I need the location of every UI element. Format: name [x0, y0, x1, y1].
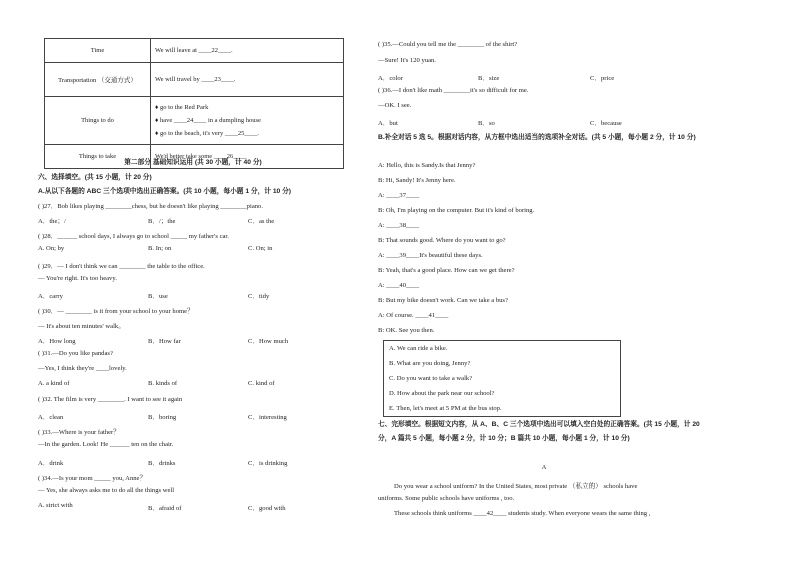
- question-reply: — You're right. It's too heavy.: [38, 275, 117, 282]
- dialogue-line: A: Of course. ____41____: [378, 312, 449, 319]
- option: C．How much: [248, 338, 289, 345]
- dialogue-line: B: Hi, Sandy! It's Jenny here.: [378, 177, 456, 184]
- option: B．use: [148, 293, 168, 300]
- question-reply: —OK. I see.: [378, 102, 412, 109]
- question: ( )29．— I don't think we can ________ the table to the office.: [38, 263, 205, 270]
- option: B．/；the: [148, 218, 176, 225]
- option: A. On; by: [38, 245, 65, 252]
- passage-line: Do you wear a school uniform? In the United States, most private （私立的） schools have: [394, 483, 638, 490]
- dialogue-line: B: OK. See you then.: [378, 327, 435, 334]
- option: C. kind of: [248, 380, 275, 387]
- option: A．the；/: [38, 218, 66, 225]
- table-row-key: Time: [45, 39, 151, 63]
- option: B．size: [478, 75, 500, 82]
- question: ( )31.—Do you like pandas?: [38, 350, 113, 357]
- box-option: B. What are you doing, Jenny?: [389, 360, 471, 367]
- option: B. In; on: [148, 245, 172, 252]
- option: C．as the: [248, 218, 275, 225]
- question-reply: —In the garden. Look! He ______ ten on the chair.: [38, 441, 174, 448]
- dialogue-line: A: ____38____: [378, 222, 420, 229]
- box-option: E. Then, let's meet at 5 PM at the bus stop.: [389, 405, 502, 412]
- option: C．good with: [248, 505, 286, 512]
- option: C．price: [590, 75, 615, 82]
- question: ( )27．Bob likes playing ________chess, but he doesn't like playing ________piano.: [38, 203, 263, 210]
- question: ( )30．— ________ is it from your school to your home？: [38, 308, 194, 315]
- section-subtitle: A.从以下各题的 ABC 三个选项中选出正确答案。(共 10 小题，每小题 1 分，计 10 分): [38, 188, 292, 195]
- question: ( )36.—I don't like math ________it's so difficult for me.: [378, 87, 529, 94]
- left-column: [38, 0, 348, 562]
- right-column: [378, 0, 710, 562]
- dialogue-line: A: ____39____It's beautiful these days.: [378, 252, 483, 259]
- dialogue-line: A: ____37____: [378, 192, 420, 199]
- option: C．tidy: [248, 293, 270, 300]
- question: ( )32. The film is very ________. I want to see it again: [38, 396, 183, 403]
- passage-line: uniforms. Some public schools have uniforms , too.: [378, 495, 515, 502]
- plan-table: [44, 38, 344, 169]
- option: B．boring: [148, 414, 177, 421]
- box-option: A. We can ride a bike.: [389, 345, 448, 352]
- table-row-value: We'd better take some ____26____: [151, 145, 344, 169]
- question-reply: — It's about ten minutes' walk。: [38, 323, 125, 330]
- option: B．so: [478, 120, 495, 127]
- box-option: C. Do you want to take a walk?: [389, 375, 473, 382]
- table-row-value: We will leave at ____22____.: [151, 39, 344, 63]
- question: ( )35.—Could you tell me the ________ of the shirt?: [378, 41, 518, 48]
- option: B. kinds of: [148, 380, 178, 387]
- option: C. On; in: [248, 245, 273, 252]
- options-box: [383, 340, 621, 417]
- section-title: 六、选择填空。(共 15 小题，计 20 分): [38, 174, 152, 181]
- table-row-value: We will travel by ____23____.: [151, 63, 344, 97]
- passage-label: A: [541, 464, 547, 471]
- table-line: ♦ have ____24____ in a dumpling house: [155, 117, 261, 124]
- option: A．drink: [38, 460, 64, 467]
- option: C．is drinking: [248, 460, 288, 467]
- question-reply: —Yes, I think they're ____lovely.: [38, 365, 127, 372]
- table-row-key: Things to do: [45, 97, 151, 145]
- dialogue-line: B: Oh, I'm playing on the computer. But it's kind of boring.: [378, 207, 535, 214]
- question: ( )33.—Where is your father？: [38, 429, 120, 436]
- dialogue-line: B: But my bike doesn't work. Can we take a bus?: [378, 297, 508, 304]
- dialogue-line: A: Hello, this is Sandy.Is that Jenny?: [378, 162, 476, 169]
- question-reply: —Sure! It's 120 yuan.: [378, 57, 436, 64]
- option: B．afraid of: [148, 505, 182, 512]
- option: A. strict with: [38, 502, 73, 509]
- table-row-key: Transportation （交通方式）: [45, 63, 151, 97]
- option: B．How far: [148, 338, 181, 345]
- section-title: B.补全对话 5 选 5。根据对话内容，从方框中选出适当的选项补全对话。(共 5 小题，每小题 2 分，计 10 分): [378, 134, 696, 141]
- table-row-value: [151, 97, 344, 145]
- option: A. a kind of: [38, 380, 70, 387]
- option: A．but: [378, 120, 398, 127]
- option: A．color: [378, 75, 403, 82]
- option: A．carry: [38, 293, 63, 300]
- passage-line: These schools think uniforms ____42____ students study. When everyone wears the same thing ,: [394, 510, 651, 517]
- option: C．because: [590, 120, 622, 127]
- table-row-key: Things to take: [45, 145, 151, 169]
- section-title: 七、完形填空。根据短文内容，从 A、B、C 三个选项中选出可以填入空白处的正确答案。(共 15 小题，计 20 分，A 篇共 5 小题，每小题 2 分，计 10 分；B 篇共 10 小题，每小题 1 分，计 10 分): [378, 421, 700, 442]
- dialogue-line: A: ____40____: [378, 282, 420, 289]
- option: A．How long: [38, 338, 76, 345]
- question-reply: — Yes, she always asks me to do all the things well: [38, 487, 175, 494]
- table-line: ♦ go to the beach, it's very ____25____.: [155, 130, 259, 137]
- option: B．drinks: [148, 460, 176, 467]
- table-line: ♦ go to the Red Park: [155, 104, 209, 111]
- option: A．clean: [38, 414, 64, 421]
- question: ( )34.—Is your mom _____ you, Anne？: [38, 475, 147, 482]
- box-option: D. How about the park near our school?: [389, 390, 495, 397]
- dialogue-line: B: Yeah, that's a good place. How can we get there?: [378, 267, 515, 274]
- part-title: 第二部分 基础知识运用 (共 30 小题，计 40 分): [124, 159, 262, 166]
- option: C．interesting: [248, 414, 287, 421]
- question: ( )28．______ school days, I always go to school _____ my father's car.: [38, 233, 229, 240]
- dialogue-line: B: That sounds good. Where do you want to go?: [378, 237, 506, 244]
